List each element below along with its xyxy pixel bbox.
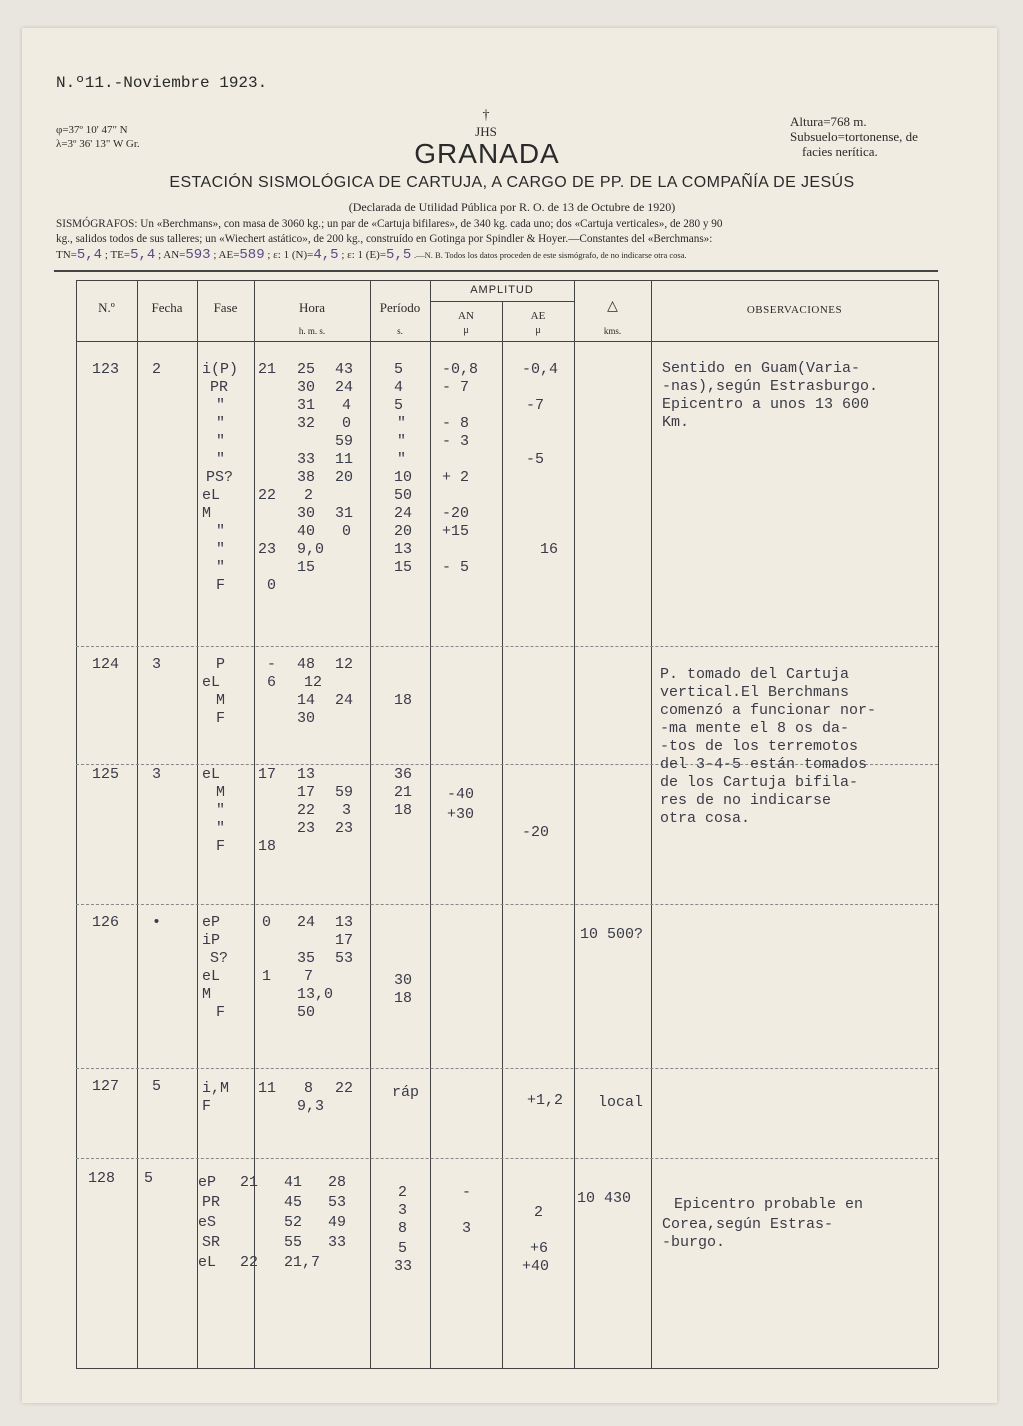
col-header-periodo-units: s. (397, 326, 403, 336)
minute: 14 (297, 692, 316, 709)
period: 8 (398, 1220, 408, 1237)
subsoil: Subsuelo=tortonense, de (790, 129, 918, 144)
minute: 52 (284, 1214, 303, 1231)
period: 20 (394, 523, 413, 540)
event-number: 125 (92, 766, 120, 783)
observation: Epicentro probable en (674, 1196, 864, 1213)
col-line-8 (651, 280, 652, 1368)
minute: 38 (297, 469, 316, 486)
amplitude-n: +15 (442, 523, 470, 540)
second: 23 (335, 820, 354, 837)
period: 2 (398, 1184, 408, 1201)
phase: PR (210, 379, 229, 396)
minute: 8 (304, 1080, 314, 1097)
col-header-no: N.º (98, 300, 115, 315)
minute: 9,3 (297, 1098, 325, 1115)
hour: - (267, 656, 277, 673)
col-line-0 (76, 280, 77, 1368)
minute: 24 (297, 914, 316, 931)
col-line-6 (502, 301, 503, 1368)
second: 59 (335, 433, 354, 450)
period: 5 (394, 397, 404, 414)
second: 11 (335, 451, 354, 468)
phase: F (216, 710, 226, 727)
phase: F (216, 577, 226, 594)
phase: eP (202, 914, 221, 931)
amplitude-n: -20 (442, 505, 470, 522)
hour: 0 (267, 577, 277, 594)
second: 49 (328, 1214, 347, 1231)
minute: 55 (284, 1234, 303, 1251)
col-line-7 (574, 280, 575, 1368)
amplitude-n: 3 (462, 1220, 472, 1237)
hour: 6 (267, 674, 277, 691)
period: 50 (394, 487, 413, 504)
phase: M (216, 692, 226, 709)
amplitude-n: - 7 (442, 379, 470, 396)
col-header-hora: Hora (299, 300, 325, 315)
period: 30 (394, 972, 413, 989)
minute: 23 (297, 820, 316, 837)
table-header-bottom (76, 341, 938, 342)
phase: S? (210, 950, 229, 967)
phase: eL (202, 674, 221, 691)
col-header-hora-units: h. m. s. (298, 326, 326, 336)
phase: eL (202, 766, 221, 783)
phase: M (216, 784, 226, 801)
event-date: 5 (152, 1078, 162, 1095)
period: " (397, 451, 407, 468)
event-separator (76, 904, 938, 905)
event-number: 128 (88, 1170, 116, 1187)
amplitude-e: +6 (530, 1240, 549, 1257)
col-line-2 (197, 280, 198, 1368)
facies: facies nerítica. (802, 144, 878, 159)
phase: " (216, 802, 226, 819)
phase: " (216, 415, 226, 432)
phase: i,M (202, 1080, 230, 1097)
table-top-border (76, 280, 938, 281)
col-line-9 (938, 280, 939, 1368)
minute: 31 (297, 397, 316, 414)
second: 13 (335, 914, 354, 931)
period: 21 (394, 784, 413, 801)
amplitude-e: 16 (540, 541, 559, 558)
phase: F (202, 1098, 212, 1115)
col-header-observaciones: OBSERVACIONES (746, 304, 843, 316)
minute: 30 (297, 710, 316, 727)
period: 13 (394, 541, 413, 558)
document-page (22, 28, 997, 1403)
observation: -ma mente el 8 os da- (660, 720, 850, 737)
col-header-an: AN (458, 310, 474, 322)
second: 4 (342, 397, 352, 414)
period: 15 (394, 559, 413, 576)
event-date: 3 (152, 656, 162, 673)
observation: Km. (662, 414, 690, 431)
distance-delta: 10 430 (577, 1190, 632, 1207)
amplitude-e: -7 (526, 397, 545, 414)
period: 18 (394, 692, 413, 709)
nota-bene: .—N. B. Todos los datos proceden de este sismógrafo, de no indicarse otra cosa. (414, 250, 687, 260)
phase: F (216, 838, 226, 855)
event-separator (76, 1068, 938, 1069)
amplitude-n: - 3 (442, 433, 470, 450)
observation: del 3-4-5 están tomados (660, 756, 868, 773)
col-header-fecha: Fecha (151, 300, 183, 315)
phase: P (216, 656, 226, 673)
second: 3 (342, 802, 352, 819)
period: " (397, 415, 407, 432)
col-header-amplitud: AMPLITUD (470, 284, 534, 296)
phase: eS (198, 1214, 217, 1231)
observation: -nas),según Estrasburgo. (662, 378, 879, 395)
phase: iP (202, 932, 221, 949)
minute: 40 (297, 523, 316, 540)
second: 24 (335, 379, 354, 396)
phase: SR (202, 1234, 221, 1251)
second: 0 (342, 523, 352, 540)
constants-line: TN=5,4 ; TE=5,4 ; AN=593 ; AE=589 ; ε: 1 (N)=4,5 ; ε: 1 (E)=5,5 .—N. B. Todos los datos proceden de este sismógrafo, de no indicarse otra cosa. (56, 247, 687, 263)
city-title: GRANADA (414, 138, 560, 169)
hour: 0 (262, 914, 272, 931)
amplitude-e: 2 (534, 1204, 544, 1221)
tn-value: 5,4 (76, 247, 103, 263)
col-line-4 (370, 280, 371, 1368)
observation: comenzó a funcionar nor- (660, 702, 877, 719)
hour: 17 (258, 766, 277, 783)
amplitude-e: +1,2 (527, 1092, 564, 1109)
minute: 30 (297, 505, 316, 522)
amplitude-n: -40 (447, 786, 475, 803)
col-header-ae: AE (530, 310, 546, 322)
phase: " (216, 451, 226, 468)
amplitude-e: -0,4 (522, 361, 559, 378)
hour: 22 (258, 487, 277, 504)
col-line-3 (254, 280, 255, 1368)
observation: Sentido en Guam(Varia- (662, 360, 861, 377)
minute: 41 (284, 1174, 303, 1191)
phase: " (216, 820, 226, 837)
period: 18 (394, 802, 413, 819)
hour: 11 (258, 1080, 277, 1097)
minute: 48 (297, 656, 316, 673)
station-name: ESTACIÓN SISMOLÓGICA DE CARTUJA, A CARGO DE PP. DE LA COMPAÑÍA DE JESÚS (169, 174, 855, 191)
hour: 21 (240, 1174, 259, 1191)
phase: eL (202, 487, 221, 504)
phase: " (216, 397, 226, 414)
observation: otra cosa. (660, 810, 751, 827)
period: 10 (394, 469, 413, 486)
table-bottom-border (76, 1368, 938, 1369)
minute: 50 (297, 1004, 316, 1021)
event-number: 123 (92, 361, 120, 378)
observation: P. tomado del Cartuja (660, 666, 850, 683)
declaration: (Declarada de Utilidad Pública por R. O. de 13 de Octubre de 1920) (348, 200, 676, 214)
observation: -burgo. (662, 1234, 726, 1251)
eps-e-value: 5,5 (386, 247, 412, 263)
phase: F (216, 1004, 226, 1021)
observation: Epicentro a unos 13 600 (662, 396, 870, 413)
second: 22 (335, 1080, 354, 1097)
phase: M (202, 505, 212, 522)
second: 53 (335, 950, 354, 967)
hour: 18 (258, 838, 277, 855)
amplitude-n: - 5 (442, 559, 470, 576)
minute: 22 (297, 802, 316, 819)
cross-symbol: † (482, 108, 490, 123)
phase: i(P) (202, 361, 239, 378)
an-value: 593 (185, 247, 211, 263)
event-number: 124 (92, 656, 120, 673)
altitude: Altura=768 m. (790, 114, 867, 129)
distance-delta: local (598, 1094, 644, 1111)
col-header-periodo: Período (379, 300, 421, 315)
distance-delta: 10 500? (580, 926, 644, 943)
amplitude-n: - (462, 1184, 472, 1201)
amplitude-e: +40 (522, 1258, 550, 1275)
amplitude-e: -20 (522, 824, 550, 841)
hour: 1 (262, 968, 272, 985)
event-separator (76, 1158, 938, 1159)
amplitude-n: +30 (447, 806, 475, 823)
phase: eL (202, 968, 221, 985)
second: 43 (335, 361, 354, 378)
phase: PS? (206, 469, 234, 486)
col-header-fase: Fase (213, 300, 238, 315)
col-line-5 (430, 280, 431, 1368)
amplitude-n: -0,8 (442, 361, 479, 378)
bulletin-number-date: N.º11.-Noviembre 1923. (56, 74, 268, 92)
col-header-kms: kms. (603, 326, 622, 336)
phase: eL (198, 1254, 217, 1271)
second: 24 (335, 692, 354, 709)
event-date: 2 (152, 361, 162, 378)
second: 28 (328, 1174, 347, 1191)
second: 20 (335, 469, 354, 486)
second: 17 (335, 932, 354, 949)
amplitude-n: - 8 (442, 415, 470, 432)
phase: " (216, 433, 226, 450)
phase: " (216, 541, 226, 558)
period: 4 (394, 379, 404, 396)
minute: 35 (297, 950, 316, 967)
minute: 21,7 (284, 1254, 321, 1271)
event-number: 126 (92, 914, 120, 931)
hour: 23 (258, 541, 277, 558)
event-date: 3 (152, 766, 162, 783)
minute: 9,0 (297, 541, 325, 558)
te-value: 5,4 (130, 247, 156, 263)
latitude: φ=37º 10' 47" N (56, 124, 128, 136)
period: 5 (394, 361, 404, 378)
period: 36 (394, 766, 413, 783)
minute: 45 (284, 1194, 303, 1211)
minute: 17 (297, 784, 316, 801)
col-line-1 (137, 280, 138, 1368)
observation: vertical.El Berchmans (660, 684, 850, 701)
minute: 15 (297, 559, 316, 576)
phase: M (202, 986, 212, 1003)
period: 5 (398, 1240, 408, 1257)
minute: 7 (304, 968, 314, 985)
second: 31 (335, 505, 354, 522)
amplitude-n: + 2 (442, 469, 470, 486)
event-number: 127 (92, 1078, 120, 1095)
period: 3 (398, 1202, 408, 1219)
col-header-delta: △ (607, 299, 618, 314)
minute: 13 (297, 766, 316, 783)
period: 18 (394, 990, 413, 1007)
event-separator (76, 646, 938, 647)
col-header-an-unit: μ (463, 325, 469, 336)
hour: 22 (240, 1254, 259, 1271)
second: 59 (335, 784, 354, 801)
minute: 13,0 (297, 986, 334, 1003)
period: 33 (394, 1258, 413, 1275)
minute: 25 (297, 361, 316, 378)
observation: de los Cartuja bifila- (660, 774, 859, 791)
ihs-monogram: JHS (475, 124, 497, 139)
minute: 32 (297, 415, 316, 432)
event-date: • (152, 914, 162, 931)
eps-n-value: 4,5 (313, 247, 339, 263)
period: " (397, 433, 407, 450)
amplitude-e: -5 (526, 451, 545, 468)
phase: eP (198, 1174, 217, 1191)
observation: Corea,según Estras- (662, 1216, 834, 1233)
seismographs-line-1: SISMÓGRAFOS: Un «Berchmans», con masa de 3060 kg.; un par de «Cartuja bifilares», de 340 kg. cada uno; dos «Cartuja verticales», de 280 y 90 (56, 218, 723, 230)
hour: 21 (258, 361, 277, 378)
ae-value: 589 (239, 247, 265, 263)
second: 12 (335, 656, 354, 673)
minute: 30 (297, 379, 316, 396)
minute: 2 (304, 487, 314, 504)
observation: -tos de los terremotos (660, 738, 859, 755)
header-rule (54, 270, 938, 272)
longitude: λ=3º 36' 13" W Gr. (56, 138, 140, 150)
minute: 12 (304, 674, 323, 691)
second: 53 (328, 1194, 347, 1211)
phase: " (216, 523, 226, 540)
period: 24 (394, 505, 413, 522)
minute: 33 (297, 451, 316, 468)
observation: res de no indicarse (660, 792, 832, 809)
event-date: 5 (144, 1170, 154, 1187)
phase: " (216, 559, 226, 576)
seismographs-line-2: kg., salidos todos de sus talleres; un «Wiechert astático», de 200 kg., construído en Gotinga por Spindler & Hoyer.—Constantes del «Berchmans»: (56, 233, 713, 245)
second: 0 (342, 415, 352, 432)
phase: PR (202, 1194, 221, 1211)
second: 33 (328, 1234, 347, 1251)
col-header-ae-unit: μ (535, 325, 541, 336)
period: ráp (392, 1084, 420, 1101)
